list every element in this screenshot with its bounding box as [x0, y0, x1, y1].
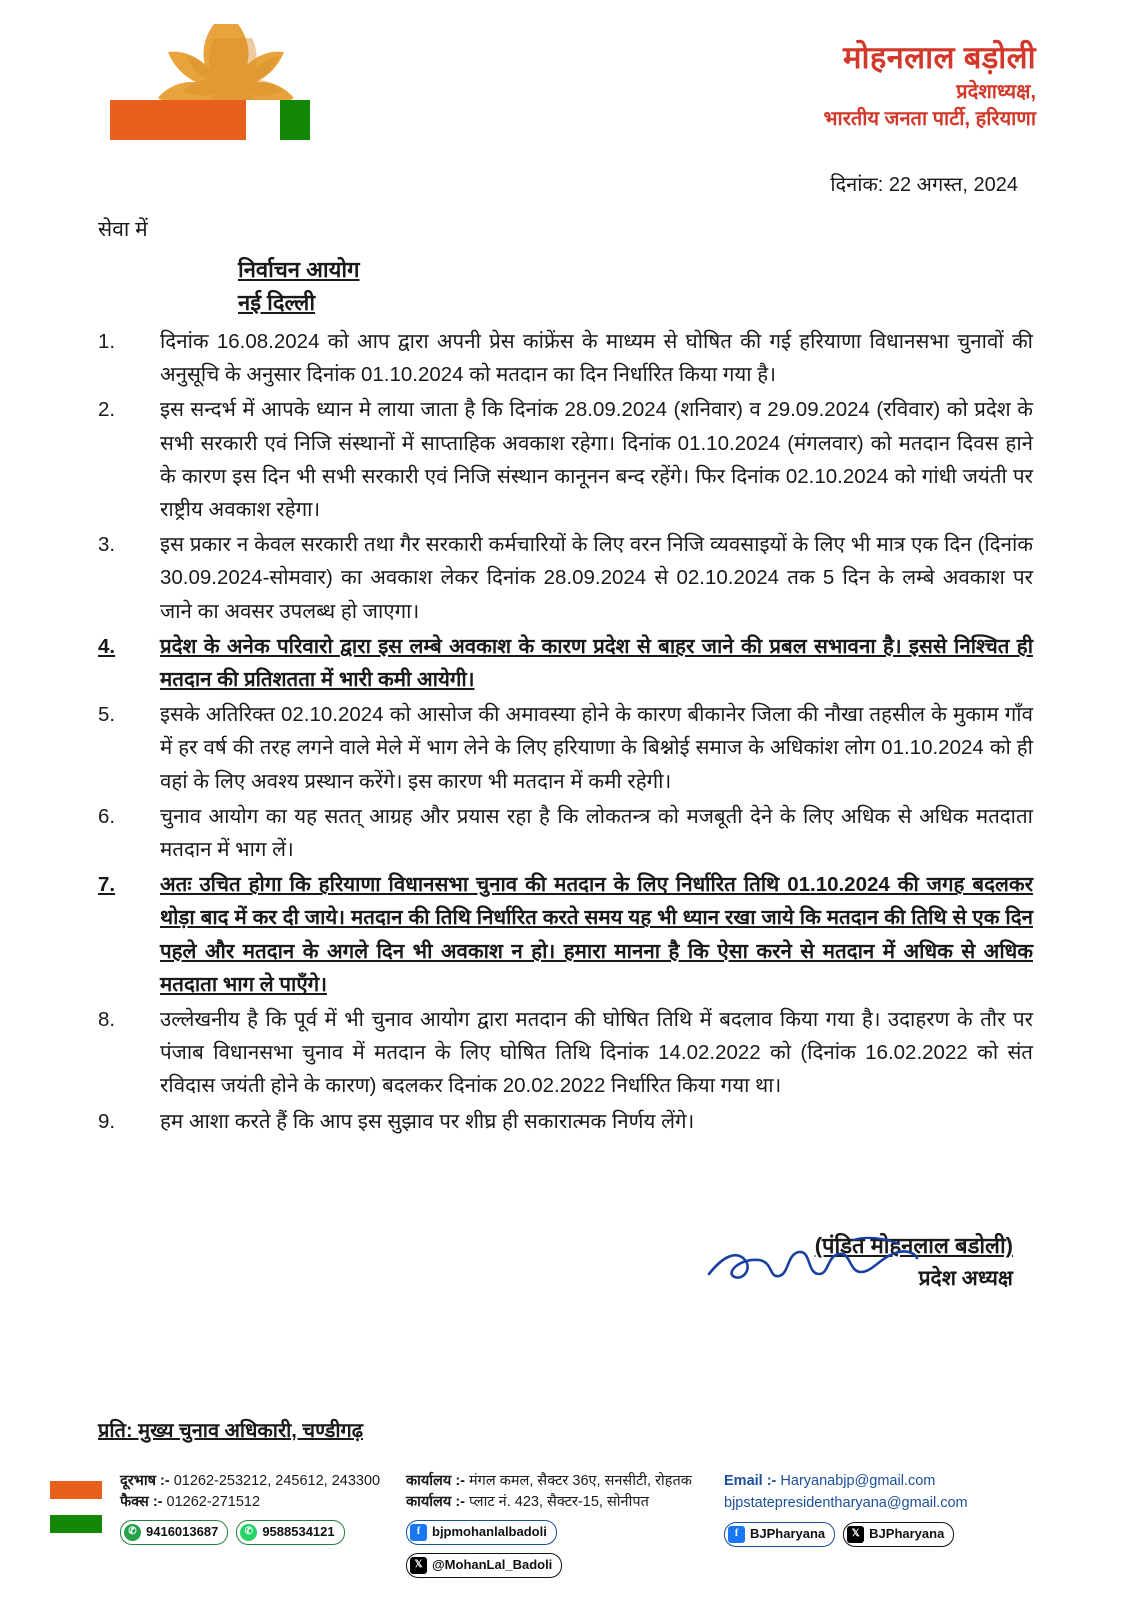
signature-designation: प्रदेश अध्यक्ष — [918, 1266, 1013, 1290]
letter-body — [0, 170, 1131, 1443]
facebook-icon: f — [728, 1526, 745, 1543]
paragraph-text: इस सन्दर्भ में आपके ध्यान मे लाया जाता है कि दिनांक 28.09.2024 (शनिवार) व 29.09.2024 (रविवार) को प्रदेश के सभी सरकारी एवं निजि संस्थानों में साप्ताहिक अवकाश रहेगा। दिनांक 01.10.2024 (मंगलवार) को मतदान दिवस हाने के कारण इस दिन भी सभी सरकारी एवं निजि संस्थान कानूनन बन्द रहेंगे। फिर दिनांक 02.10.2024 को गांधी जयंती पर राष्ट्रीय अवकाश रहेगा। — [160, 398, 1033, 522]
paragraph-number: 7. — [98, 873, 116, 897]
whatsapp-icon: ✆ — [240, 1524, 257, 1541]
email-value-1[interactable]: Haryanabjp@gmail.com — [780, 1473, 936, 1490]
tricolour-flag-icon — [110, 100, 310, 140]
paragraph-text: उल्लेखनीय है कि पूर्व में भी चुनाव आयोग द्वारा मतदान की घोषित तिथि में बदलाव किया गया है। उदाहरण के तौर पर पंजाब विधानसभा चुनाव में मतदान के लिए घोषित तिथि दिनांक 14.02.2022 को (दिनांक 16.02.2022 को संत रविदास जयंती होने के कारण) बदलकर दिनांक 20.02.2022 निर्धारित किया गया था। — [160, 1008, 1033, 1098]
paragraph-text: अतः उचित होगा कि हरियाणा विधानसभा चुनाव की मतदान के लिए निर्धारित तिथि 01.10.2024 की जगह बदलकर थोड़ा बाद में कर दी जाये। मतदान की तिथि निर्धारित करते समय यह भी ध्यान रखा जाये कि मतदान की तिथि से एक दिन पहले और मतदान के अगले दिन भी अवकाश न हो। हमारा मानना है कि ऐसा करने से मतदान में अधिक से अधिक मतदाता भाग ले पाएँगे। — [160, 873, 1033, 996]
footer-email-column — [724, 1471, 1081, 1546]
facebook-icon: f — [410, 1524, 427, 1541]
footer-office-column — [406, 1471, 706, 1578]
x-twitter-icon: 𝕏 — [847, 1526, 864, 1543]
letterhead-role: प्रदेशाध्यक्ष, — [956, 80, 1036, 103]
office-label-2: कार्यालय :- — [406, 1494, 465, 1511]
paragraph-number: 3. — [98, 533, 116, 557]
paragraph-number: 8. — [98, 1008, 116, 1032]
addressee — [238, 253, 1033, 319]
x-chip-personal[interactable] — [406, 1553, 562, 1578]
letter-paragraph — [98, 1105, 1033, 1138]
mobile-chip[interactable] — [120, 1520, 228, 1545]
paragraph-number: 6. — [98, 804, 116, 828]
letter-paragraph — [98, 630, 1033, 696]
facebook-chip-personal-label: bjpmohanlalbadoli — [432, 1524, 547, 1540]
whatsapp-chip[interactable] — [236, 1520, 344, 1545]
paragraph-text: हम आशा करते हैं कि आप इस सुझाव पर शीघ्र ही सकारात्मक निर्णय लेंगे। — [160, 1109, 695, 1133]
x-chip-party[interactable] — [843, 1522, 954, 1547]
footer-tricolour-icon — [50, 1481, 102, 1533]
letter-paragraph — [98, 528, 1033, 628]
x-twitter-icon: 𝕏 — [410, 1557, 427, 1574]
letter-date: दिनांक: 22 अगस्त, 2024 — [830, 174, 1018, 196]
letter-paragraph — [98, 868, 1033, 1001]
email-value-2[interactable]: bjpstatepresidentharyana@gmail.com — [724, 1495, 968, 1512]
whatsapp-chip-label: 9588534121 — [262, 1524, 335, 1540]
fax-value: 01262-271512 — [166, 1494, 261, 1511]
addressee-line-2: नई दिल्ली — [238, 290, 316, 315]
paragraph-text: दिनांक 16.08.2024 को आप द्वारा अपनी प्रेस कांफ्रेंस के माध्यम से घोषित की गई हरियाणा विधानसभा चुनावों की अनुसूचि के अनुसार दिनांक 01.10.2024 को मतदान का दिन निर्धारित किया गया है। — [160, 330, 1033, 387]
letter-paragraph — [98, 1003, 1033, 1103]
paragraph-text: इसके अतिरिक्त 02.10.2024 को आसोज की अमावस्या होने के कारण बीकानेर जिला की नौखा तहसील के मुकाम गाँव में हर वर्ष की तरह लगने वाले मेले में भाग लेने के लिए हरियाणा के बिश्नोई समाज के अधिकांश लोग 01.10.2024 को ही वहां के लिए अवश्य प्रस्थान करेंगे। इस कारण भी मतदान में कमी रहेगी। — [160, 703, 1033, 793]
phone-value: 01262-253212, 245612, 243300 — [173, 1473, 381, 1490]
email-label: Email :- — [724, 1473, 777, 1490]
footer — [0, 1471, 1131, 1600]
letterhead — [0, 0, 1131, 140]
phone-label: दूरभाष :- — [120, 1473, 170, 1490]
fax-label: फैक्स :- — [120, 1494, 163, 1511]
signature-name: (पंडित मोहनलाल बडोली) — [814, 1232, 1013, 1258]
paragraph-number: 1. — [98, 330, 116, 353]
handwritten-signature-icon — [703, 1230, 923, 1300]
paragraph-number: 9. — [98, 1109, 116, 1133]
x-chip-party-label: BJPharyana — [869, 1525, 945, 1541]
office-value-1: मंगल कमल, सैक्टर 36ए, सनसीटी, रोहतक — [469, 1473, 692, 1490]
office-label-1: कार्यालय :- — [406, 1473, 465, 1490]
paragraph-number: 2. — [98, 398, 116, 422]
letter-paragraph — [98, 393, 1033, 526]
letterhead-party: भारतीय जनता पार्टी, हरियाणा — [823, 107, 1036, 130]
letter-paragraphs — [98, 325, 1033, 1138]
office-value-2: प्लाट नं. 423, सैक्टर-15, सोनीपत — [469, 1494, 649, 1511]
bjp-logo — [110, 18, 320, 148]
addressee-line-1: निर्वाचन आयोग — [238, 257, 360, 282]
letterhead-name: मोहनलाल बड़ोली — [843, 40, 1036, 75]
letterhead-text — [823, 18, 1036, 133]
signature-area — [98, 1230, 1033, 1380]
phone-icon: ✆ — [124, 1524, 141, 1541]
letter-paragraph — [98, 698, 1033, 798]
paragraph-text: इस प्रकार न केवल सरकारी तथा गैर सरकारी कर्मचारियों के लिए वरन निजि व्यवसाइयों के लिए भी मात्र एक दिन (दिनांक 30.09.2024-सोमवार) का अवकाश लेकर दिनांक 28.09.2024 से 02.10.2024 तक 5 दिन के लम्बे अवकाश पर जाने का अवसर उपलब्ध हो जाएगा। — [160, 533, 1033, 623]
x-chip-personal-label: @MohanLal_Badoli — [432, 1557, 553, 1573]
facebook-chip-personal[interactable] — [406, 1520, 557, 1545]
facebook-chip-party[interactable] — [724, 1522, 835, 1547]
paragraph-number: 5. — [98, 703, 116, 727]
to-label: सेवा में — [98, 218, 148, 241]
paragraph-text: प्रदेश के अनेक परिवारो द्वारा इस लम्बे अवकाश के कारण प्रदेश से बाहर जाने की प्रबल सभावना है। इससे निश्चित ही मतदान की प्रतिशतता में भारी कमी आयेगी। — [160, 634, 1033, 692]
copy-to-line: प्रति: मुख्य चुनाव अधिकारी, चण्डीगढ़ — [98, 1419, 364, 1442]
letter-paragraph — [98, 800, 1033, 866]
letter-paragraph — [98, 325, 1033, 391]
footer-phone-column — [120, 1471, 388, 1545]
facebook-chip-party-label: BJPharyana — [750, 1525, 826, 1541]
mobile-chip-label: 9416013687 — [146, 1524, 219, 1540]
paragraph-number: 4. — [98, 634, 116, 658]
paragraph-text: चुनाव आयोग का यह सतत् आग्रह और प्रयास रहा है कि लोकतन्त्र को मजबूती देने के लिए अधिक से अधिक मतदाता मतदान में भाग लें। — [160, 804, 1033, 862]
